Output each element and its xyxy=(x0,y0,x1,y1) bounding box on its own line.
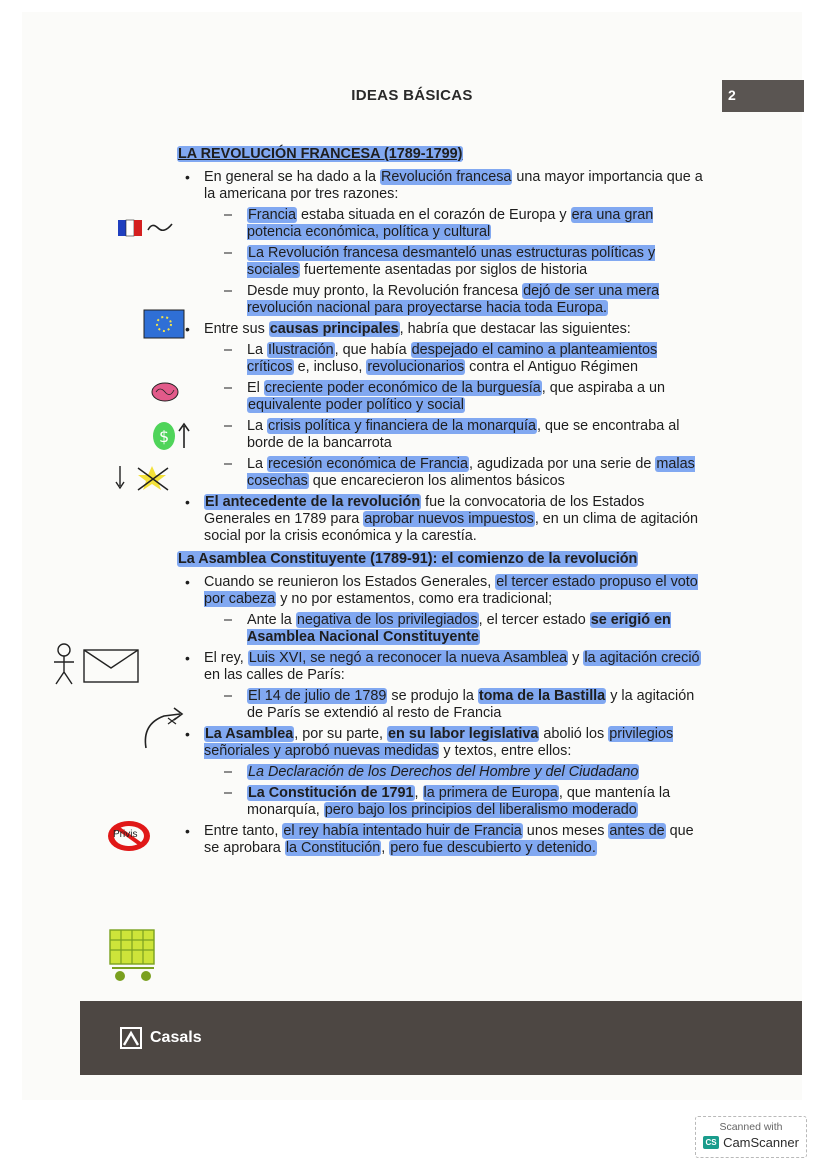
highlight-span: la agitación creció xyxy=(584,650,700,666)
text-span: , que aspiraba a un xyxy=(541,380,666,396)
text-span: , xyxy=(381,840,390,856)
brand-name: Casals xyxy=(150,1029,202,1046)
text-span: Cuando se reunieron los Estados Generales, xyxy=(204,574,496,590)
text-span: Entre tanto, xyxy=(204,823,283,839)
scanned-with-text: Scanned with xyxy=(719,1121,783,1133)
highlight-span: se erigió en Asamblea Nacional Constituyente xyxy=(247,612,671,645)
brain-doodle-icon xyxy=(150,380,180,404)
text-span: Entre sus xyxy=(204,321,269,337)
section-title-text: La Asamblea Constituyente (1789-91): el comienzo de la revolución xyxy=(178,551,638,567)
highlight-span: privilegios señoriales y aprobó nuevas medidas xyxy=(204,726,674,759)
dash-item xyxy=(177,785,707,819)
section-title-asamblea xyxy=(177,551,707,568)
highlight-span: el rey había intentado huir de Francia xyxy=(283,823,522,839)
text-span: una mayor importancia que a la americana por tres razones: xyxy=(204,169,703,202)
svg-text:$: $ xyxy=(159,427,170,446)
highlight-span: Revolución francesa xyxy=(381,169,512,185)
text-span: , por su parte, xyxy=(294,726,388,742)
highlight-span: recesión económica de Francia xyxy=(268,456,468,472)
dash-item xyxy=(177,245,707,279)
highlight-span: dejó de ser una mera revolución nacional para proyectarse hacia toda Europa. xyxy=(247,283,660,316)
text-span: , que había xyxy=(334,342,411,358)
highlight-span: El antecedente de la revolución xyxy=(205,494,421,510)
document-page xyxy=(22,12,802,1100)
page-number: 2 xyxy=(722,80,804,112)
text-span: e, incluso, xyxy=(293,359,367,375)
section-title-text: LA REVOLUCIÓN FRANCESA (1789-1799) xyxy=(178,146,463,162)
camscanner-badge xyxy=(695,1116,807,1158)
highlight-span: pero bajo los principios del liberalismo moderado xyxy=(324,802,637,818)
highlight-span: la primera de Europa xyxy=(423,785,558,801)
text-span: , agudizada por una serie de xyxy=(469,456,656,472)
highlight-span: malas cosechas xyxy=(247,456,695,489)
text-span: contra el Antiguo Régimen xyxy=(465,359,638,375)
highlight-span: era una gran potencia económica, política y cultural xyxy=(247,207,654,240)
highlight-span: negativa de los privilegiados xyxy=(296,612,478,628)
bullet-item xyxy=(177,650,707,684)
camscanner-name: CamScanner xyxy=(723,1135,799,1150)
highlight-span: despejado el camino a planteamientos críticos xyxy=(247,342,658,375)
highlight-span: Ilustración xyxy=(268,342,334,358)
highlight-span: Luis XVI, se negó a reconocer la nueva Asamblea xyxy=(248,650,568,666)
text-span: fuertemente asentadas por siglos de historia xyxy=(300,262,588,278)
dash-item xyxy=(177,380,707,414)
text-span: El rey, xyxy=(204,650,248,666)
vote-doodle-icon xyxy=(52,642,144,688)
text-span: La xyxy=(247,456,268,472)
cart-doodle-icon xyxy=(106,924,160,990)
dash-item xyxy=(177,418,707,452)
highlight-span: toma de la Bastilla xyxy=(478,688,606,704)
highlight-span: La Declaración de los Derechos del Hombre y del Ciudadano xyxy=(248,764,639,780)
text-span: en las calles de París: xyxy=(204,667,345,683)
highlight-span: en su labor legislativa xyxy=(388,726,539,742)
highlight-span: antes de xyxy=(609,823,665,839)
highlight-span: el tercer estado propuso el voto por cabeza xyxy=(204,574,698,607)
dash-item xyxy=(177,456,707,490)
text-span: Ante la xyxy=(247,612,296,628)
text-span: Desde muy pronto, la Revolución francesa xyxy=(247,283,523,299)
text-span: , que mantenía la monarquía, xyxy=(247,785,671,818)
highlight-span: crisis política y financiera de la monarquía xyxy=(268,418,536,434)
dash-item xyxy=(177,612,707,646)
text-span: y la agitación de París se extendió al resto de Francia xyxy=(247,688,695,721)
bullet-item xyxy=(177,823,707,857)
highlight-span: causas principales xyxy=(269,321,399,337)
french-flag-doodle-icon xyxy=(116,216,176,242)
publisher-brand xyxy=(120,1027,202,1049)
text-span: La xyxy=(247,342,268,358)
text-span: , habría que destacar las siguientes: xyxy=(399,321,631,337)
text-span: , en un clima de agitación social por la crisis económica y la carestía. xyxy=(204,511,699,544)
dash-item xyxy=(177,283,707,317)
highlight-span: revolucionarios xyxy=(367,359,465,375)
highlight-span: equivalente poder político y social xyxy=(248,397,464,413)
highlight-span: pero fue descubierto y detenido. xyxy=(390,840,596,856)
text-span: y no por estamentos, como era tradicional; xyxy=(276,591,553,607)
bullet-item xyxy=(177,574,707,608)
no-privileges-doodle xyxy=(106,819,152,853)
crisis-star-doodle-icon xyxy=(114,462,174,494)
dash-item xyxy=(177,764,707,781)
dash-item xyxy=(177,688,707,722)
text-span: y xyxy=(568,650,584,666)
camscanner-label xyxy=(696,1135,806,1150)
highlight-span: creciente poder económico de la burguesía xyxy=(264,380,541,396)
bullet-item xyxy=(177,494,707,545)
highlight-span: La Revolución francesa desmanteló unas estructuras políticas y sociales xyxy=(247,245,656,278)
highlight-span: la Constitución xyxy=(285,840,381,856)
text-span: unos meses xyxy=(522,823,609,839)
text-span: El xyxy=(247,380,264,396)
highlight-span: La Constitución de 1791 xyxy=(248,785,414,801)
text-span: se produjo la xyxy=(387,688,478,704)
dash-item xyxy=(177,342,707,376)
highlight-span: Francia xyxy=(248,207,296,223)
text-span: , que se encontraba al borde de la bancarrota xyxy=(247,418,680,451)
bullet-item xyxy=(177,321,707,338)
text-span: y textos, entre ellos: xyxy=(439,743,572,759)
section-title-revolucion xyxy=(177,146,707,163)
highlight-span: aprobar nuevos impuestos xyxy=(364,511,534,527)
dash-item xyxy=(177,207,707,241)
text-span: que encarecieron los alimentos básicos xyxy=(308,473,565,489)
bullet-item xyxy=(177,726,707,760)
text-span: fue la convocatoria de los Estados Generales en 1789 para xyxy=(204,494,645,527)
text-span: estaba situada en el corazón de Europa y xyxy=(297,207,571,223)
camscanner-logo-icon: CS xyxy=(703,1136,719,1149)
footer-bar xyxy=(80,1001,802,1075)
text-span: , el tercer estado xyxy=(478,612,590,628)
text-span: abolió los xyxy=(539,726,609,742)
highlight-span: La Asamblea xyxy=(205,726,294,742)
text-span: La xyxy=(247,418,268,434)
privis-text: Privis xyxy=(113,829,138,840)
page-title: IDEAS BÁSICAS xyxy=(351,87,473,104)
main-content xyxy=(177,146,707,861)
bullet-item xyxy=(177,169,707,203)
text-span: En general se ha dado a la xyxy=(204,169,381,185)
highlight-span: El 14 de julio de 1789 xyxy=(248,688,387,704)
casals-logo-icon xyxy=(120,1027,142,1049)
text-span: , xyxy=(414,785,423,801)
text-span: que se aprobara xyxy=(204,823,694,856)
